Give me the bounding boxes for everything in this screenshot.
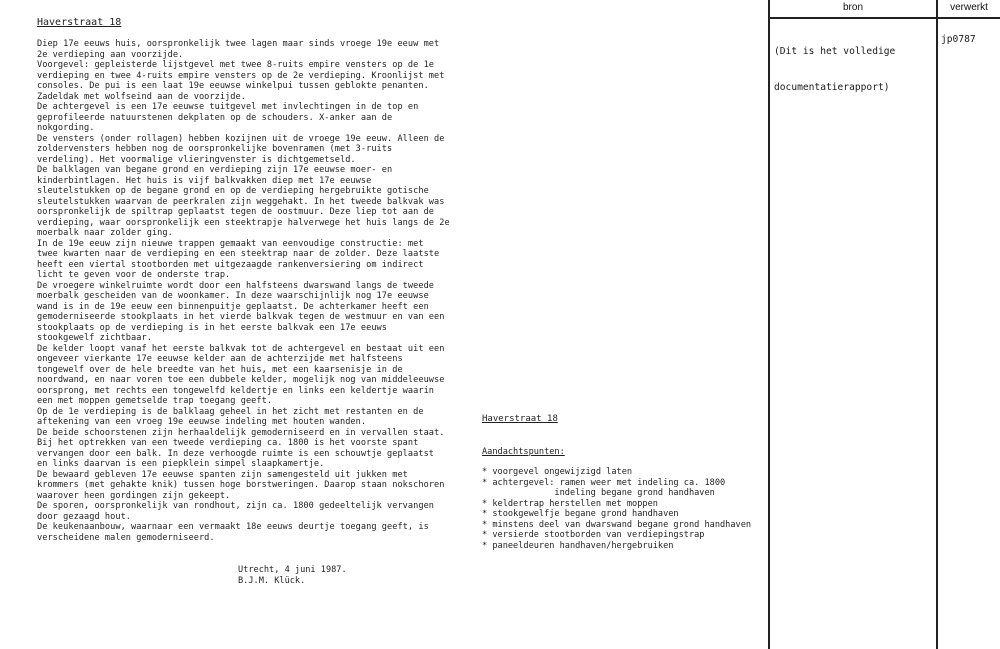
- report-line: consoles. De pui is een laat 19e eeuwse winkelpui tussen geblokte penanten.: [37, 81, 429, 91]
- header-bron: bron: [842, 2, 863, 13]
- report-line: tongewelf over de hele breedte van het huis, met een kaarsenisje in de: [37, 364, 403, 375]
- report-line: verscheidene malen gemoderniseerd.: [37, 532, 215, 543]
- report-line: aftekening van een vroeg 19e eeuwse indeling met houten wanden.: [37, 417, 367, 427]
- report-line: De vroegere winkelruimte wordt door een halfsteens dwarswand langs de tweede: [37, 280, 435, 291]
- report-line: stookplaats op de verdieping is in het eerste balkvak een 17e eeuws: [37, 322, 387, 333]
- report-line: gemoderniseerde stookplaats in het vierde balkvak tegen de westmuur en van een: [37, 312, 445, 322]
- summary-item: * paneeldeuren handhaven/hergebruiken: [482, 540, 674, 551]
- report-line: twee kwarten naar de verdieping en een steektrap naar de zolder. Deze laatste: [37, 249, 440, 259]
- metadata-table: [768, 0, 1000, 649]
- report-line: stookgewelf zichtbaar.: [37, 333, 152, 343]
- report-line: De achtergevel is een 17e eeuwse tuitgevel met invlechtingen in de top en: [37, 102, 419, 112]
- summary-item: * minstens deel van dwarswand begane grond handhaven: [482, 519, 752, 530]
- report-line: sleutelstukken waarvan de peerkralen zijn weggehakt. In het tweede balkvak was: [37, 196, 445, 207]
- report-line: vervangen door een balk. In deze verhoogde ruimte is een schouwtje geplaatst: [37, 448, 435, 459]
- report-line: verdieping, waar oorspronkelijk een steektrapje halverwege het huis langs de 2e: [37, 217, 450, 228]
- summary-item: * voorgevel ongewijzigd laten: [482, 467, 633, 477]
- report-line: De sporen, oorspronkelijk van rondhout, zijn ca. 1800 gedeeltelijk vervangen: [37, 501, 435, 511]
- report-line: kinderbintlagen. Het huis is vijf balkvakken diep met 17e eeuwse: [37, 175, 372, 186]
- report-line: verdieping en twee 4-ruits empire vensters op de 2e verdieping. Kroonlijst met: [37, 70, 445, 81]
- report-line: De balklagen van begane grond en verdieping zijn 17e eeuwse moer- en: [37, 165, 393, 175]
- summary-item: * stookgewelfje begane grond handhaven: [482, 509, 679, 519]
- report-line: Op de 1e verdieping is de balklaag geheel in het zicht met restanten en de: [37, 406, 424, 417]
- report-line: De keukenaanbouw, waarnaar een vermaakt 18e eeuws deurtje toegang geeft, is: [37, 522, 429, 532]
- report-line: en links daarvan is een piepklein simpel slaapkamertje.: [37, 459, 325, 469]
- report-line: moerbalk gescheiden van de woonkamer. In deze waarschijnlijk nog 17e eeuwse: [37, 291, 429, 301]
- summary-item: indeling begane grond handhaven: [482, 488, 715, 498]
- report-line: waarover heen gordingen zijn gekeept.: [37, 490, 231, 501]
- report-line: De beide schoorstenen zijn herhaaldelijk gemoderniseerd en in vervallen staat.: [37, 427, 445, 438]
- bron-line-1: (Dit is het volledige: [774, 46, 896, 57]
- report-title: Haverstraat 18: [37, 17, 122, 28]
- summary-title: Haverstraat 18: [482, 414, 558, 424]
- report-line: De bewaard gebleven 17e eeuwse spanten zijn samengesteld uit jukken met: [37, 469, 408, 480]
- report-line: Zadeldak met wolfseind aan de voorzijde.: [37, 91, 246, 102]
- summary-items: [482, 467, 772, 551]
- report-line: moerbalk naar zolder ging.: [37, 228, 173, 238]
- bron-cell: [774, 22, 895, 118]
- report-line: verdeling). Het voormalige vlieringvenster is dichtgemetseld.: [37, 154, 356, 165]
- report-line: 2e verdieping aan voorzijde.: [37, 49, 184, 60]
- report-line: heeft een viertal stootborden met uitgezaagde rankenversiering om indirect: [37, 259, 424, 270]
- report-line: geprofileerde natuurstenen dekplaten op de schouders. X-anker aan de: [37, 112, 393, 123]
- report: [37, 17, 467, 543]
- report-line: De kelder loopt vanaf het eerste balkvak tot de achtergevel en bestaat uit een: [37, 343, 445, 354]
- report-line: Diep 17e eeuws huis, oorspronkelijk twee lagen maar sinds vroege 19e eeuw met: [37, 39, 440, 49]
- summary-item: * versierde stootborden van verdiepingstrap: [482, 530, 705, 540]
- summary-subtitle: Aandachtspunten:: [482, 447, 565, 457]
- report-line: Voorgevel: gepleisterde lijstgevel met twee 8-ruits empire vensters op de 1e: [37, 60, 435, 70]
- report-line: ongeveer vierkante 17e eeuwse kelder aan de achterzijde met halfsteens: [37, 354, 403, 364]
- report-line: wand is in de 19e eeuw een binnenpuitje geplaatst. De achterkamer heeft een: [37, 301, 429, 312]
- signature: [238, 565, 347, 586]
- report-line: licht te geven voor de onderste trap.: [37, 270, 231, 280]
- report-line: zoldervensters hebben nog de oorspronkelijke bovenramen (met 3-ruits: [37, 144, 393, 154]
- report-line: Bij het optrekken van een tweede verdieping ca. 1800 is het voorste spant: [37, 438, 419, 448]
- report-line: nokgording.: [37, 123, 95, 133]
- signature-place-date: Utrecht, 4 juni 1987.: [238, 565, 347, 575]
- report-line: oorsprong, met rechts een tongewelfd keldertje en links een keldertje waarin: [37, 385, 435, 396]
- bron-line-2: documentatierapport): [774, 82, 890, 93]
- signature-name: B.J.M. Klück.: [238, 575, 306, 586]
- summary-item: * keldertrap herstellen met moppen: [482, 498, 658, 509]
- report-line: noordwand, en naar voren toe een dubbele kelder, mogelijk nog van middeleeuwse: [37, 375, 445, 385]
- report-line: een met moppen gemetselde trap toegang geeft.: [37, 396, 273, 406]
- table-header-rule: [768, 17, 1000, 19]
- summary-item: * achtergevel: ramen weer met indeling ca. 1800: [482, 477, 726, 488]
- report-line: oorspronkelijk de spiltrap geplaatst tegen de oostmuur. Deze liep tot aan de: [37, 207, 435, 217]
- verwerkt-cell: jp0787: [941, 34, 976, 45]
- report-line: In de 19e eeuw zijn nieuwe trappen gemaakt van eenvoudige constructie: met: [37, 238, 424, 249]
- report-line: krommers (met gehakte knik) tussen hoge borstweringen. Daarop staan nokschoren: [37, 480, 445, 490]
- table-divider: [936, 0, 938, 649]
- table-border-left: [768, 0, 770, 649]
- report-line: De vensters (onder rollagen) hebben kozijnen uit de vroege 19e eeuw. Alleen de: [37, 133, 445, 144]
- summary: [482, 414, 772, 551]
- header-verwerkt: verwerkt: [950, 2, 988, 13]
- report-line: sleutelstukken op de begane grond en op de verdieping hergebruikte gotische: [37, 186, 429, 196]
- report-line: door gezaagd hout.: [37, 511, 132, 522]
- report-body: [37, 39, 467, 543]
